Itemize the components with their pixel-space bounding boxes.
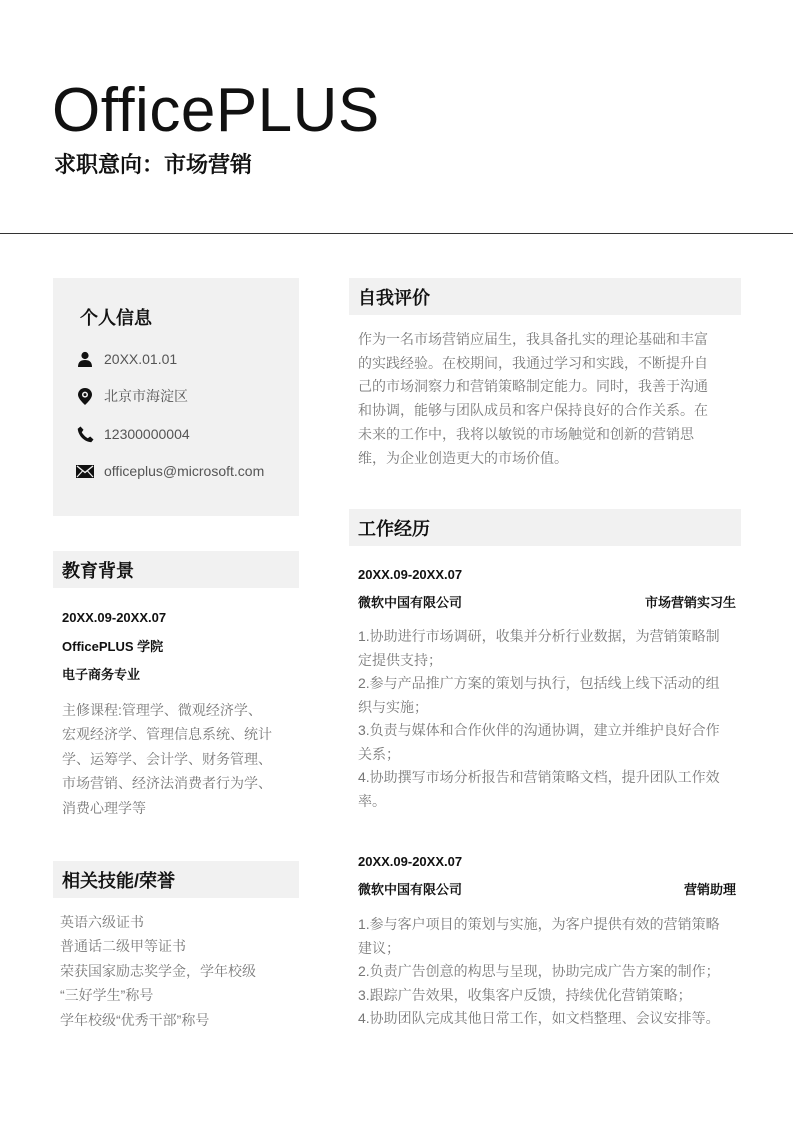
info-row-phone <box>76 423 190 445</box>
major-name: 电子商务专业 <box>62 667 141 682</box>
skills-title: 相关技能/荣誉 <box>62 870 176 891</box>
duty-line: 4.协助团队完成其他日常工作，如文档整理、会议安排等。 <box>358 1010 720 1026</box>
duty-line: 4.协助撰写市场分析报告和营销策略文档，提升团队工作效 <box>358 769 720 785</box>
education-period: 20XX.09-20XX.07 <box>62 610 167 625</box>
birth-date: 20XX.01.01 <box>104 351 178 367</box>
work-section-header <box>349 509 741 546</box>
duty-line: 定提供支持； <box>358 651 442 668</box>
skills-list <box>60 910 298 1032</box>
person-icon <box>76 350 94 368</box>
duty-line: 2.负责广告创意的构思与呈现，协助完成广告方案的制作； <box>358 963 720 979</box>
self-eval-line: 和协调，能够与团队成员和客户保持良好的合作关系。在 <box>358 402 708 419</box>
work-title: 工作经历 <box>358 518 430 539</box>
job-duties <box>358 625 748 813</box>
skill-item: 荣获国家励志奖学金，学年校级 <box>60 962 256 979</box>
location-text: 北京市海淀区 <box>104 388 188 404</box>
job-header <box>358 881 736 899</box>
self-eval-line: 维，为企业创造更大的市场价值。 <box>358 449 568 466</box>
courses-line: 消费心理学等 <box>62 799 146 816</box>
self-eval-section-header <box>349 278 741 315</box>
email-icon <box>76 462 94 480</box>
self-eval-title: 自我评价 <box>358 287 430 308</box>
skills-section-header <box>53 861 299 898</box>
job-duties <box>358 913 748 1031</box>
email-address: officeplus@microsoft.com <box>104 463 265 479</box>
duty-line: 2.参与产品推广方案的策划与执行，包括线上线下活动的组 <box>358 675 720 691</box>
skill-item: 学年校级“优秀干部”称号 <box>60 1011 210 1028</box>
job-role: 营销助理 <box>683 882 736 897</box>
job-company: 微软中国有限公司 <box>358 595 463 610</box>
self-eval-line: 未来的工作中，我将以敏锐的市场触觉和创新的营销思 <box>358 425 694 442</box>
courses-line: 学、运筹学、会计学、财务管理、 <box>62 750 272 767</box>
job-company: 微软中国有限公司 <box>358 882 463 897</box>
duty-line: 关系； <box>358 745 400 762</box>
job-period: 20XX.09-20XX.07 <box>358 854 463 869</box>
courses-line: 宏观经济学、管理信息系统、统计 <box>62 726 272 743</box>
courses-text <box>62 698 298 820</box>
self-eval-line: 作为一名市场营销应届生，我具备扎实的理论基础和丰富 <box>358 331 708 347</box>
duty-line: 建议； <box>358 939 400 956</box>
personal-info-title: 个人信息 <box>80 308 152 328</box>
duty-line: 3.跟踪广告效果，收集客户反馈，持续优化营销策略； <box>358 986 692 1003</box>
courses-line: 主修课程:管理学、微观经济学、 <box>62 702 262 718</box>
job-intent: 求职意向：市场营销 <box>54 152 253 177</box>
self-eval-line: 的实践经验。在校期间，我通过学习和实践，不断提升自 <box>358 354 708 371</box>
skill-item: 普通话二级甲等证书 <box>60 938 186 955</box>
header-divider <box>0 233 793 234</box>
candidate-name: OfficePLUS <box>52 76 380 145</box>
info-row-birth <box>76 348 177 370</box>
job-period: 20XX.09-20XX.07 <box>358 567 463 582</box>
info-row-email <box>76 460 264 482</box>
courses-line: 市场营销、经济法消费者行为学、 <box>62 775 272 792</box>
duty-line: 率。 <box>358 792 386 809</box>
self-eval-text <box>358 328 748 470</box>
phone-number: 12300000004 <box>104 426 190 442</box>
duty-line: 1.协助进行市场调研，收集并分析行业数据，为营销策略制 <box>358 628 720 644</box>
skill-item: “三好学生”称号 <box>60 987 154 1004</box>
info-row-location <box>76 385 188 407</box>
location-pin-icon <box>76 387 94 405</box>
job-role: 市场营销实习生 <box>644 595 736 610</box>
skill-item: 英语六级证书 <box>60 914 144 930</box>
job-header <box>358 594 736 612</box>
duty-line: 1.参与客户项目的策划与实施，为客户提供有效的营销策略 <box>358 916 720 932</box>
education-title: 教育背景 <box>62 560 134 581</box>
self-eval-line: 己的市场洞察力和营销策略制定能力。同时，我善于沟通 <box>358 378 708 395</box>
duty-line: 3.负责与媒体和合作伙伴的沟通协调，建立并维护良好合作 <box>358 722 720 738</box>
education-section-header <box>53 551 299 588</box>
school-name: OfficePLUS 学院 <box>62 639 164 654</box>
duty-line: 织与实施； <box>358 698 428 715</box>
phone-icon <box>76 425 94 443</box>
